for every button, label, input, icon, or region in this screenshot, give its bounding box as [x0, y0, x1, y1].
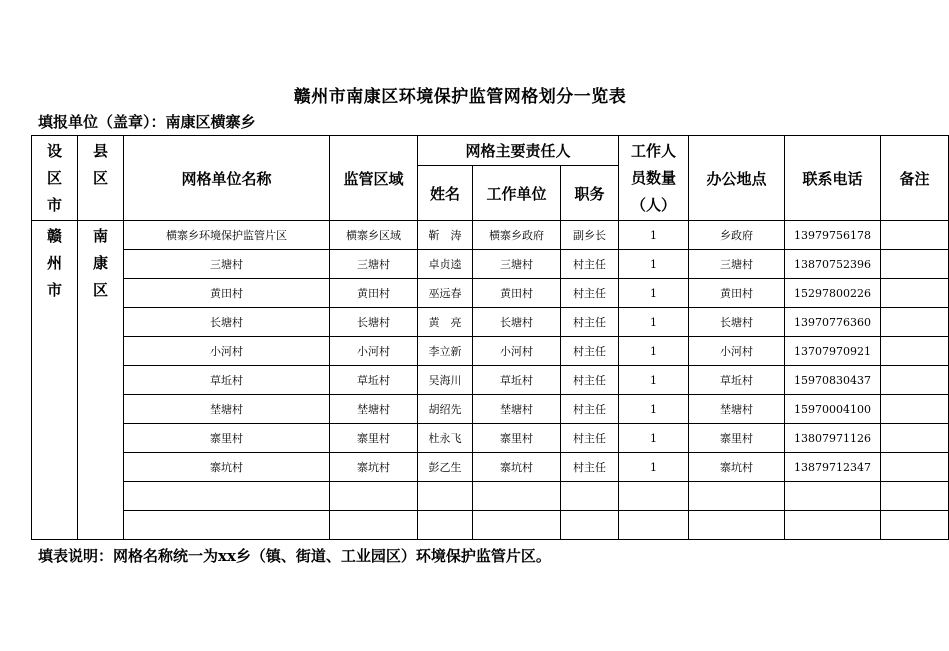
table-row	[32, 366, 949, 395]
grid-unit-name-cell: 长塘村	[124, 308, 330, 337]
phone-cell	[785, 511, 881, 540]
fill-note: 填表说明：网格名称统一为xx乡（镇、街道、工业园区）环境保护监管片区。	[38, 547, 551, 565]
header-remarks: 备注	[881, 136, 949, 221]
grid-table	[31, 135, 949, 540]
staff-count-cell: 1	[619, 308, 689, 337]
person-name-cell	[418, 482, 473, 511]
grid-unit-name-cell: 寨里村	[124, 424, 330, 453]
work-unit-cell: 埜塘村	[473, 395, 561, 424]
phone-cell: 13807971126	[785, 424, 881, 453]
grid-unit-name-cell	[124, 511, 330, 540]
person-name-cell: 卓贞逵	[418, 250, 473, 279]
work-unit-cell: 长塘村	[473, 308, 561, 337]
header-position: 职务	[561, 166, 619, 221]
work-unit-cell: 寨里村	[473, 424, 561, 453]
person-name-cell: 巫远春	[418, 279, 473, 308]
phone-cell: 15970004100	[785, 395, 881, 424]
person-name-cell: 胡绍先	[418, 395, 473, 424]
remark-cell	[881, 482, 949, 511]
staff-count-cell: 1	[619, 424, 689, 453]
staff-count-cell	[619, 482, 689, 511]
city-cell: 赣 州 市	[32, 221, 78, 540]
position-cell: 副乡长	[561, 221, 619, 250]
office-cell: 草坵村	[689, 366, 785, 395]
supervision-area-cell: 埜塘村	[330, 395, 418, 424]
supervision-area-cell: 草坵村	[330, 366, 418, 395]
person-name-cell	[418, 511, 473, 540]
supervision-area-cell: 寨里村	[330, 424, 418, 453]
office-cell: 黄田村	[689, 279, 785, 308]
staff-count-cell	[619, 511, 689, 540]
header-name: 姓名	[418, 166, 473, 221]
header-responsible-person: 网格主要责任人	[418, 136, 619, 166]
supervision-area-cell: 横寨乡区域	[330, 221, 418, 250]
table-row	[32, 453, 949, 482]
supervision-area-cell: 小河村	[330, 337, 418, 366]
position-cell: 村主任	[561, 308, 619, 337]
person-name-cell: 彭乙生	[418, 453, 473, 482]
office-cell: 长塘村	[689, 308, 785, 337]
position-cell: 村主任	[561, 395, 619, 424]
phone-cell: 15970830437	[785, 366, 881, 395]
position-cell: 村主任	[561, 250, 619, 279]
header-county: 县 区	[78, 136, 124, 221]
header-city: 设 区 市	[32, 136, 78, 221]
position-cell	[561, 482, 619, 511]
office-cell: 乡政府	[689, 221, 785, 250]
work-unit-cell: 寨坑村	[473, 453, 561, 482]
position-cell	[561, 511, 619, 540]
remark-cell	[881, 453, 949, 482]
header-supervision-area: 监管区域	[330, 136, 418, 221]
header-staff-count: 工作人 员数量 （人）	[619, 136, 689, 221]
person-name-cell: 靳 涛	[418, 221, 473, 250]
position-cell: 村主任	[561, 424, 619, 453]
phone-cell	[785, 482, 881, 511]
phone-cell: 13979756178	[785, 221, 881, 250]
table-row	[32, 250, 949, 279]
office-cell: 寨里村	[689, 424, 785, 453]
staff-count-cell: 1	[619, 337, 689, 366]
table-row	[32, 308, 949, 337]
table-row	[32, 221, 949, 250]
table-row	[32, 424, 949, 453]
remark-cell	[881, 221, 949, 250]
work-unit-cell: 黄田村	[473, 279, 561, 308]
person-name-cell: 吴海川	[418, 366, 473, 395]
phone-cell: 13870752396	[785, 250, 881, 279]
table-row	[32, 395, 949, 424]
position-cell: 村主任	[561, 453, 619, 482]
grid-unit-name-cell: 小河村	[124, 337, 330, 366]
remark-cell	[881, 250, 949, 279]
page-title: 赣州市南康区环境保护监管网格划分一览表	[293, 87, 627, 107]
work-unit-cell: 三塘村	[473, 250, 561, 279]
staff-count-cell: 1	[619, 250, 689, 279]
phone-cell: 13879712347	[785, 453, 881, 482]
grid-unit-name-cell: 寨坑村	[124, 453, 330, 482]
header-work-unit: 工作单位	[473, 166, 561, 221]
work-unit-cell: 小河村	[473, 337, 561, 366]
supervision-area-cell: 三塘村	[330, 250, 418, 279]
county-cell: 南 康 区	[78, 221, 124, 540]
office-cell: 小河村	[689, 337, 785, 366]
header-phone: 联系电话	[785, 136, 881, 221]
header-row-1	[32, 136, 949, 166]
staff-count-cell: 1	[619, 453, 689, 482]
table-row	[32, 279, 949, 308]
staff-count-cell: 1	[619, 395, 689, 424]
header-grid-unit-name: 网格单位名称	[124, 136, 330, 221]
grid-unit-name-cell: 三塘村	[124, 250, 330, 279]
fill-unit-label: 填报单位（盖章）：南康区横寨乡	[38, 113, 256, 131]
table-row	[32, 482, 949, 511]
person-name-cell: 黄 亮	[418, 308, 473, 337]
phone-cell: 13707970921	[785, 337, 881, 366]
supervision-area-cell	[330, 482, 418, 511]
supervision-area-cell: 寨坑村	[330, 453, 418, 482]
phone-cell: 13970776360	[785, 308, 881, 337]
grid-unit-name-cell: 埜塘村	[124, 395, 330, 424]
person-name-cell: 杜永飞	[418, 424, 473, 453]
grid-unit-name-cell: 横寨乡环境保护监管片区	[124, 221, 330, 250]
work-unit-cell	[473, 511, 561, 540]
phone-cell: 15297800226	[785, 279, 881, 308]
remark-cell	[881, 337, 949, 366]
grid-unit-name-cell: 黄田村	[124, 279, 330, 308]
office-cell: 寨坑村	[689, 453, 785, 482]
supervision-area-cell	[330, 511, 418, 540]
remark-cell	[881, 279, 949, 308]
supervision-area-cell: 长塘村	[330, 308, 418, 337]
position-cell: 村主任	[561, 337, 619, 366]
office-cell	[689, 482, 785, 511]
remark-cell	[881, 308, 949, 337]
work-unit-cell: 草坵村	[473, 366, 561, 395]
work-unit-cell: 横寨乡政府	[473, 221, 561, 250]
person-name-cell: 李立新	[418, 337, 473, 366]
staff-count-cell: 1	[619, 221, 689, 250]
table-row	[32, 511, 949, 540]
office-cell	[689, 511, 785, 540]
office-cell: 埜塘村	[689, 395, 785, 424]
remark-cell	[881, 511, 949, 540]
position-cell: 村主任	[561, 279, 619, 308]
grid-unit-name-cell	[124, 482, 330, 511]
remark-cell	[881, 424, 949, 453]
header-office: 办公地点	[689, 136, 785, 221]
position-cell: 村主任	[561, 366, 619, 395]
supervision-area-cell: 黄田村	[330, 279, 418, 308]
remark-cell	[881, 395, 949, 424]
grid-unit-name-cell: 草坵村	[124, 366, 330, 395]
staff-count-cell: 1	[619, 366, 689, 395]
work-unit-cell	[473, 482, 561, 511]
table-row	[32, 337, 949, 366]
office-cell: 三塘村	[689, 250, 785, 279]
staff-count-cell: 1	[619, 279, 689, 308]
remark-cell	[881, 366, 949, 395]
